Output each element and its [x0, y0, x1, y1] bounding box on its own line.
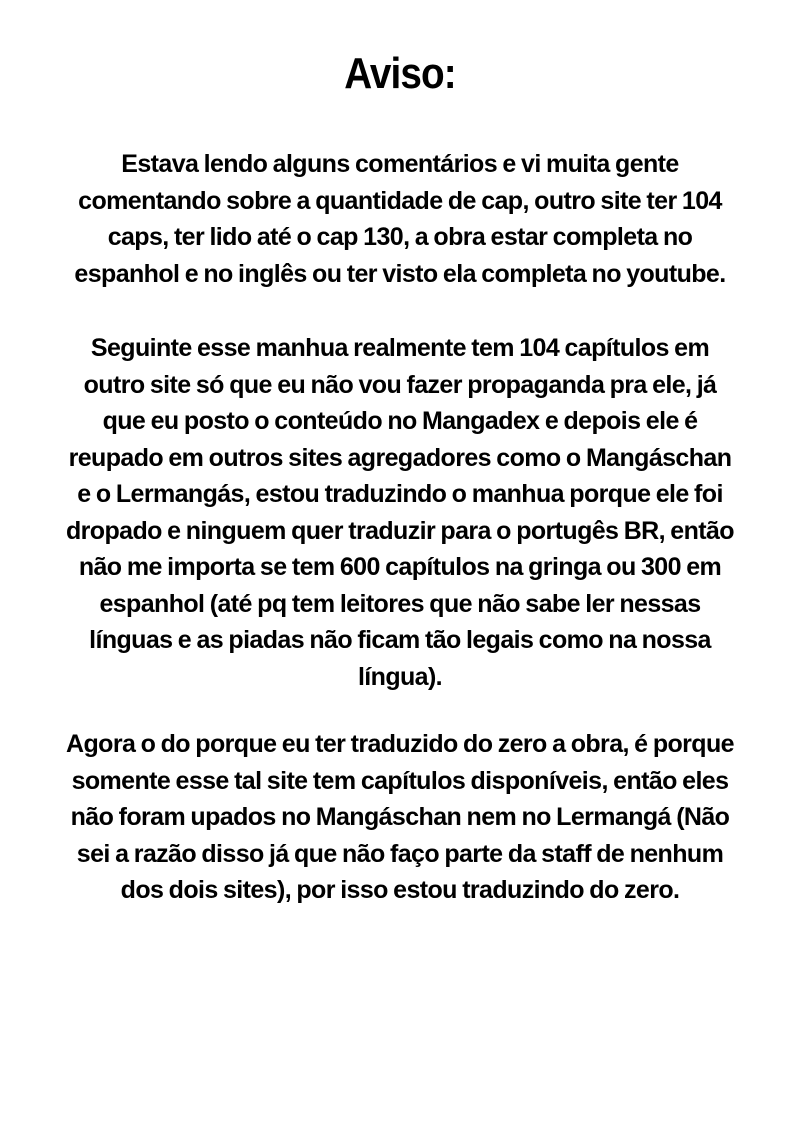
text-line: espanhol e no inglês ou ter visto ela completa no youtube. [74, 259, 726, 288]
text-line: reupado em outros sites agregadores como o Mangáschan [68, 443, 732, 472]
paragraph-comments [40, 146, 760, 292]
text-line: Agora o do porque eu ter traduzido do zero a obra, é porque [66, 730, 734, 758]
text-line: língua). [357, 662, 443, 691]
text-line: não foram upados no Mangáschan nem no Lermangá (Não [70, 803, 730, 831]
text-line: que eu posto o conteúdo no Mangadex e depois ele é [102, 407, 698, 435]
text-line: somente esse tal site tem capítulos disponíveis, então eles [71, 766, 729, 795]
text-line: espanhol (até pq tem leitores que não sabe ler nessas [99, 589, 701, 618]
paragraph-explanation [40, 330, 760, 695]
text-line: línguas e as piadas não ficam tão legais como na nossa [89, 626, 711, 654]
text-line: Seguinte esse manhua realmente tem 104 capítulos em [90, 334, 710, 362]
text-line: dropado e ninguem quer traduzir para o portugês BR, então [66, 516, 734, 545]
text-line: comentando sobre a quantidade de cap, outro site ter 104 [78, 186, 722, 215]
text-line: caps, ter lido até o cap 130, a obra estar completa no [107, 223, 693, 251]
text-line: sei a razão disso já que não faço parte da staff de nenhum [76, 839, 724, 868]
text-line: e o Lermangás, estou traduzindo o manhua porque ele foi [77, 480, 723, 508]
text-line: Estava lendo alguns comentários e vi muita gente [121, 150, 679, 178]
notice-title: Aviso: [344, 49, 456, 98]
text-line: outro site só que eu não vou fazer propaganda pra ele, já [83, 370, 717, 399]
text-line: dos dois sites), por isso estou traduzindo do zero. [120, 876, 680, 904]
paragraph-reason [40, 726, 760, 909]
text-line: não me importa se tem 600 capítulos na gringa ou 300 em [78, 553, 722, 581]
